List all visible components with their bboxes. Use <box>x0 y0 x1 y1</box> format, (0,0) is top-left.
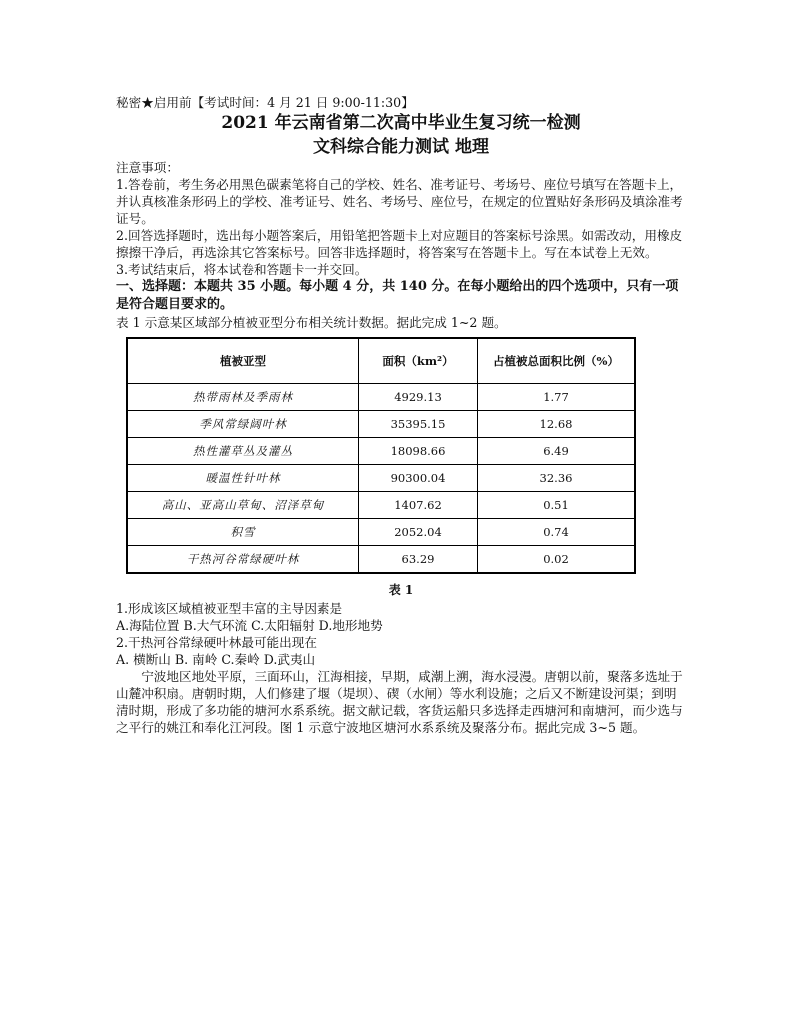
vegetation-table <box>126 337 636 574</box>
cell-ratio: 0.02 <box>478 546 636 574</box>
cell-vegetation: 热性灌草丛及灌丛 <box>127 438 359 465</box>
cell-ratio: 6.49 <box>478 438 636 465</box>
table-intro: 表 1 示意某区域部分植被亚型分布相关统计数据。据此完成 1~2 题。 <box>116 315 507 330</box>
question-2: 2.干热河谷常绿硬叶林最可能出现在 <box>116 635 317 650</box>
notice-item-3: 3.考试结束后，将本试卷和答题卡一并交回。 <box>116 262 368 277</box>
cell-area: 2052.04 <box>359 519 478 546</box>
notice-item-1: 1.答卷前，考生务必用黑色碳素笔将自己的学校、姓名、准考证号、考场号、座位号填写在答题卡上，并认真核准条形码上的学校、准考证号、姓名、考场号、座位号，在规定的位置贴好条形码及填涂准考证号。 <box>116 177 683 226</box>
table-row <box>127 411 635 438</box>
cell-vegetation: 高山、亚高山草甸、沼泽草甸 <box>127 492 359 519</box>
exam-title: 2021 年云南省第二次高中毕业生复习统一检测 <box>221 113 581 133</box>
table-header-row <box>127 338 635 384</box>
question-2-options: A. 横断山 B. 南岭 C.秦岭 D.武夷山 <box>116 652 316 667</box>
header-ratio: 占植被总面积比例（%） <box>478 338 636 384</box>
exam-subtitle: 文科综合能力测试 地理 <box>313 137 489 157</box>
cell-area: 63.29 <box>359 546 478 574</box>
cell-vegetation: 热带雨林及季雨林 <box>127 384 359 411</box>
cell-area: 4929.13 <box>359 384 478 411</box>
notice-heading: 注意事项： <box>116 160 179 175</box>
header-vegetation: 植被亚型 <box>127 338 359 384</box>
table-row <box>127 519 635 546</box>
cell-vegetation: 季风常绿阔叶林 <box>127 411 359 438</box>
cell-area: 90300.04 <box>359 465 478 492</box>
cell-area: 18098.66 <box>359 438 478 465</box>
header-area: 面积（km²） <box>359 338 478 384</box>
table-row <box>127 546 635 574</box>
question-1: 1.形成该区域植被亚型丰富的主导因素是 <box>116 601 343 616</box>
vegetation-table-wrapper <box>126 337 636 574</box>
cell-vegetation: 积雪 <box>127 519 359 546</box>
cell-ratio: 0.74 <box>478 519 636 546</box>
ningbo-passage: 宁波地区地处平原，三面环山，江海相接，早期，咸潮上溯，海水浸漫。唐朝以前，聚落多选址于山麓冲积扇。唐朝时期，人们修建了堰（堤坝）、碶（水闸）等水利设施；之后又不断建设河渠；到明清时期，形成了多功能的塘河水系系统。据文献记载，客货运船只多选择走西塘河和南塘河，而少选与之平行的姚江和奉化江河段。图 1 示意宁波地区塘河水系系统及聚落分布。据此完成 3~5 题。 <box>116 669 683 735</box>
table-row <box>127 492 635 519</box>
confidential-line: 秘密★启用前【考试时间：4 月 21 日 9:00-11:30】 <box>116 95 414 110</box>
cell-ratio: 12.68 <box>478 411 636 438</box>
table-row <box>127 384 635 411</box>
notice-item-2: 2.回答选择题时，选出每小题答案后，用铅笔把答题卡上对应题目的答案标号涂黑。如需改动，用橡皮擦擦干净后，再选涂其它答案标号。回答非选择题时，将答案写在答题卡上。写在本试卷上无效。 <box>116 228 683 260</box>
exam-page <box>116 94 686 736</box>
table-caption: 表 1 <box>388 583 414 597</box>
cell-vegetation: 暖温性针叶林 <box>127 465 359 492</box>
cell-ratio: 32.36 <box>478 465 636 492</box>
cell-ratio: 0.51 <box>478 492 636 519</box>
cell-ratio: 1.77 <box>478 384 636 411</box>
table-row <box>127 465 635 492</box>
section-heading: 一、选择题：本题共 35 小题。每小题 4 分，共 140 分。在每小题给出的四个选项中，只有一项是符合题目要求的。 <box>116 279 679 312</box>
table-row <box>127 438 635 465</box>
cell-vegetation: 干热河谷常绿硬叶林 <box>127 546 359 574</box>
cell-area: 35395.15 <box>359 411 478 438</box>
cell-area: 1407.62 <box>359 492 478 519</box>
question-1-options: A.海陆位置 B.大气环流 C.太阳辐射 D.地形地势 <box>116 618 383 633</box>
